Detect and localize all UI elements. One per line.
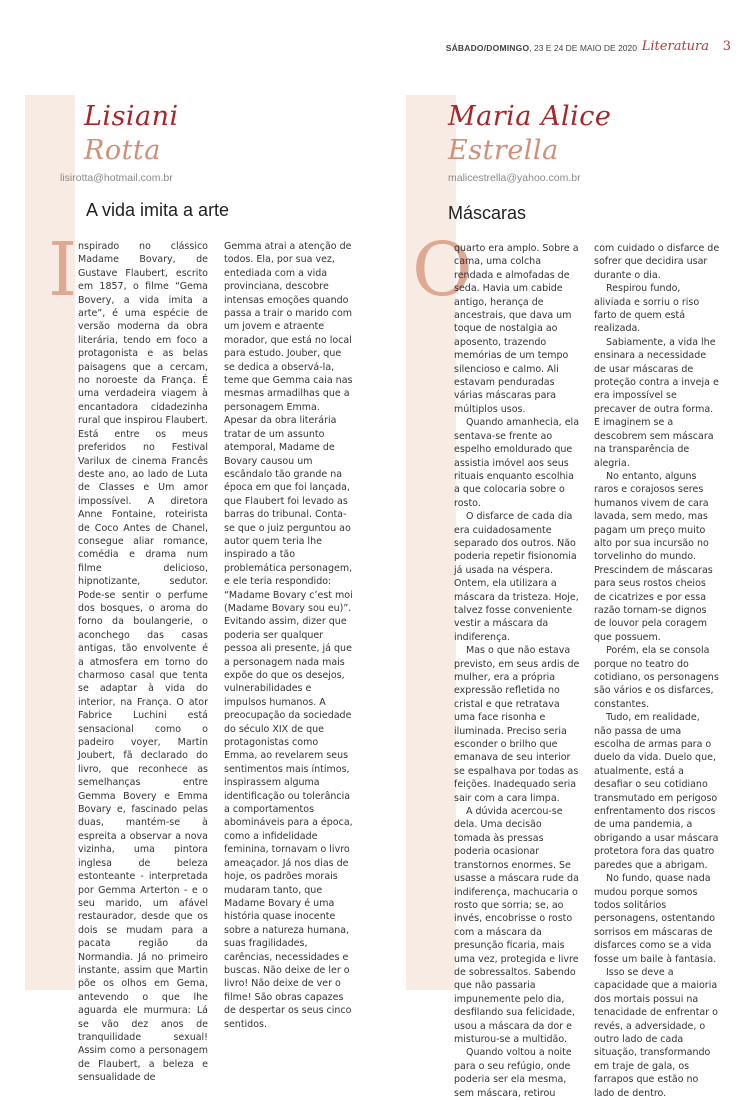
left-article-title: A vida imita a arte	[86, 200, 230, 220]
left-dropcap: I	[48, 227, 78, 313]
right-author-name: Maria Alice Estrella	[448, 101, 612, 166]
paragraph: Tudo, em realidade, não passa de uma escolha de armas para o duelo da vida. Duelo que, atualmente, está a desafiar o seu cotidiano transmutado em perigoso enfrentamento dos riscos de uma pandemia, a obrigando a usar máscara protetora fora das quatro paredes que a abrigam.	[594, 712, 719, 871]
paragraph: quarto era amplo. Sobre a cama, uma colcha rendada e almofadas de seda. Havia um cabide antigo, herança de ancestrais, que dava um toque de nostalgia ao aposento, trazendo memórias de um tempo silencioso e calmo. Ali estavam penduradas várias máscaras para múltiplos usos.	[454, 243, 579, 415]
paragraph: Mas o que não estava previsto, em seus ardis de mulher, era a própria expressão refletida no cristal e que retratava uma face risonha e iluminada. Preciso seria esconder o brilho que emanava de seu interior se espalhava por todas as feições. Inadequado seria sair com a cara limpa.	[454, 645, 580, 804]
section-name: Literatura	[641, 39, 709, 54]
paragraph: Sabiamente, a vida lhe ensinara a necessidade de usar máscaras de proteção contra a inveja e era impossível se precaver de outra forma. E imaginem se a descobrem sem máscara na transparência de alegria.	[594, 336, 719, 469]
paragraph: Quando voltou a noite para o seu refúgio, onde poderia ser ela mesma, sem máscara, retirou	[454, 1047, 572, 1099]
paragraph: A dúvida acercou-se dela. Uma decisão tomada às pressas poderia ocasionar transtornos enormes. Se usasse a máscara rude da indiferença, machucaria o rosto que sorria; se, ao invés, encobrisse o rosto com a máscara da presunção ficaria, mais uma vez, protegida e livre de sobressaltos. Sabendo que não passaria impunemente pelo dia, desfilando sua felicidade, usou a máscara da dor e misturou-se a multidão.	[454, 806, 579, 1045]
paragraph: No entanto, alguns raros e corajosos seres humanos vivem de cara lavada, sem medo, mas pagam um preço muito alto por sua incursão no torvelinho do mundo. Prescindem de máscaras para seus rostos cheios de cicatrizes e por essa razão tornam-se dignos de louvor pela coragem que possuem.	[594, 470, 713, 643]
left-author-name: Lisiani Rotta	[84, 101, 179, 166]
issue-date: SÁBADO/DOMINGO, 23 E 24 DE MAIO DE 2020	[445, 43, 637, 53]
right-article-col2	[594, 242, 720, 1100]
paragraph: Respirou fundo, aliviada e sorriu o riso farto de quem está realizada.	[594, 283, 700, 335]
right-author-email: malicestrella@yahoo.com.br	[448, 172, 581, 184]
page-number: 3	[722, 39, 731, 54]
paragraph: Isso se deve a capacidade que a maioria dos mortais possui na tenacidade de enfrentar o revés, a adversidade, o outro lado de cada situação, transformando em traje de gala, os farrapos que estão no lado de dentro.	[594, 966, 718, 1099]
left-author-email: lisirotta@hotmail.com.br	[60, 172, 173, 184]
right-article-col1	[454, 242, 580, 1100]
paragraph: com cuidado o disfarce de sofrer que decidira usar durante o dia.	[594, 243, 720, 281]
paragraph: Quando amanhecia, ela sentava-se frente ao espelho emoldurado que assistia imóvel aos seus rituais enquanto escolhia a que colocaria sobre o rosto.	[454, 417, 580, 509]
page-header	[0, 40, 751, 56]
paragraph: No fundo, quase nada mudou porque somos todos solitários personagens, ostentando sorrisos em máscaras de disfarces como se a vida fosse um baile à fantasia.	[594, 873, 717, 965]
left-article-col1: nspirado no clássico Madame Bovary, de Gustave Flaubert, escrito em 1857, o filme “Gema Bovery, a vida imita a arte”, é uma espécie de versão moderna da obra literária, tendo em foco a protagonista e as belas paisagens que a cercam, no noroeste da França. É uma verdadeira viagem à encantadora cidadezinha rural que inspirou Flaubert. Está entre os meus preferidos no Festival Varilux de cinema Francês deste ano, ao lado de Luta de Classes e Um amor impossível. A diretora Anne Fontaine, roteirista de Coco Antes de Chanel, consegue aliar romance, comédia e drama num filme delicioso, hipnotizante, sedutor. Pode-se sentir o perfume dos bosques, o aroma do forno da boulangerie, o aconchego das casas antigas, tão envolvente é a atmosfera em torno do charmoso casal que tenta se adaptar à vida do interior, na França. O ator Fabrice Luchini está sensacional como o padeiro voyer, Martin Joubert, fã declarado do livro, que reconhece as semelhanças entre Gemma Bovery e Emma Bovary e, fascinado pelas duas, mantém-se à espreita a observar a nova vizinha, uma pintora inglesa de beleza estonteante - interpretada por Gemma Arterton - e o seu marido, um afável restaurador, desde que os dois se mudam para a pacata região da Normandia. Já no primeiro instante, assim que Martin põe os olhos em Gema, antevendo o que lhe aguarda ele murmura: Lá se vão dez anos de tranquilidade sexual! Assim como a personagem de Flaubert, a beleza e sensualidade de	[78, 241, 208, 1084]
right-article-title: Máscaras	[448, 203, 527, 223]
left-article-col2: Gemma atrai a atenção de todos. Ela, por sua vez, entediada com a vida provinciana, descobre intensas emoções quando passa a trair o marido com um jovem e atraente morador, que está no local para estudo. Jouber, que se dedica a observá-la, teme que Gemma caia nas mesmas armadilhas que a personagem Emma. Apesar da obra literária tratar de um assunto atemporal, Madame de Bovary causou um escândalo tão grande na época em que foi lançada, que Flaubert foi levado as barras do tribunal. Conta-se que o juiz perguntou ao autor quem teria lhe inspirado a tão problemática personagem, e ele teria respondido: “Madame Bovary c’est moi (Madame Bovary sou eu)”. Evitando assim, dizer que poderia ser qualquer pessoa ali presente, já que a personagem nada mais expõe do que os desejos, vulnerabilidades e impulsos humanos. A preocupação da sociedade do século XIX de que protagonistas como Emma, ao revelarem seus sentimentos mais íntimos, inspirassem alguma identificação ou tolerância a comportamentos abomináveis para a época, como a infidelidade feminina, tornavam o livro ameaçador. Já nos dias de hoje, os padrões morais mudaram tanto, que Madame Bovary é uma história quase inocente sobre a natureza humana, suas fragilidades, carências, necessidades e buscas. Não deixe de ler o livro! Não deixe de ver o filme! São obras capazes de despertar os seus cinco sentidos.	[224, 241, 353, 1030]
paragraph: Porém, ela se consola porque no teatro do cotidiano, os personagens são vários e os disfarces, constantes.	[594, 645, 719, 710]
paragraph: O disfarce de cada dia era cuidadosamente separado dos outros. Não poderia repetir fisionomia já usada na véspera. Ontem, ela utilizara a máscara da tristeza. Hoje, talvez fosse conveniente vestir a máscara da indiferença.	[454, 511, 579, 643]
right-dropcap: O	[412, 227, 473, 313]
